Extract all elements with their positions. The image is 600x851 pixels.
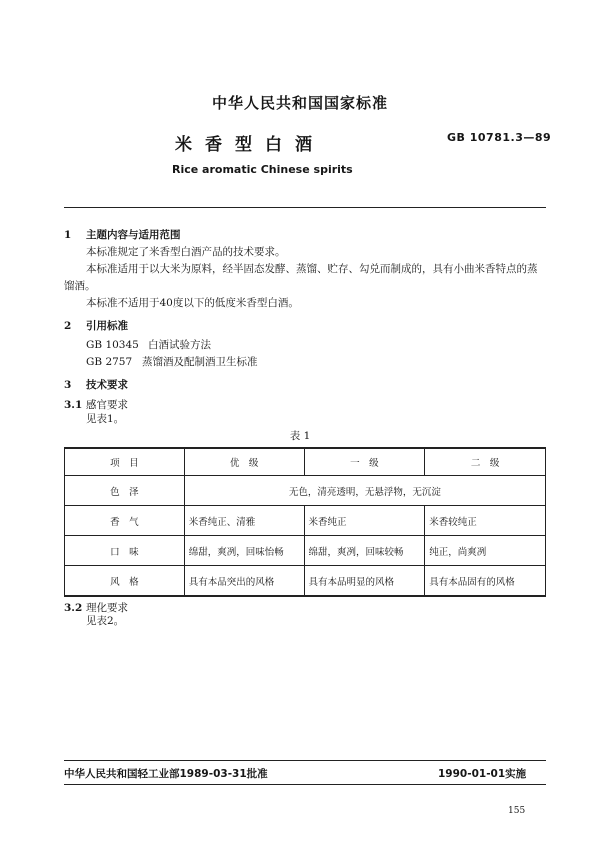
standard-code: GB 10781.3—89: [447, 131, 552, 144]
section-3-heading: [64, 377, 128, 392]
section-1-heading: [64, 227, 181, 242]
sensory-requirements-table: [64, 447, 546, 597]
table-caption: 表 1: [289, 430, 311, 442]
item-cell: 色 泽: [65, 476, 185, 506]
item-cell: 口 味: [65, 536, 185, 566]
section-title: 技术要求: [86, 379, 128, 391]
value-cell: 绵甜，爽冽，回味较畅: [304, 536, 425, 566]
document-title: 米香型白酒: [175, 135, 325, 155]
footer-bottom-rule: [64, 784, 546, 785]
section-title: 引用标准: [86, 320, 128, 332]
header-cell: 项 目: [65, 448, 185, 476]
section-title: 主题内容与适用范围: [86, 229, 181, 241]
header-divider: [64, 207, 546, 208]
value-cell: 米香纯正、清雅: [184, 506, 304, 536]
approval-note: 中华人民共和国轻工业部1989-03-31批准: [64, 768, 268, 780]
value-cell: 具有本品固有的风格: [425, 566, 546, 597]
header-cell: 一 级: [304, 448, 425, 476]
item-cell: 风 格: [65, 566, 185, 597]
table-row: [65, 566, 546, 597]
value-cell: 米香纯正: [304, 506, 425, 536]
subsection-number: 3.2: [64, 602, 83, 614]
section-number: 2: [64, 320, 72, 332]
subsection-number: 3.1: [64, 399, 83, 411]
value-cell: 纯正，尚爽冽: [425, 536, 546, 566]
subsection-3-2-text: 见表2。: [86, 615, 125, 627]
merged-cell: 无色，清亮透明，无悬浮物，无沉淀: [184, 476, 545, 506]
value-cell: 具有本品明显的风格: [304, 566, 425, 597]
item-cell: 香 气: [65, 506, 185, 536]
section-number: 3: [64, 379, 72, 391]
value-cell: 具有本品突出的风格: [184, 566, 304, 597]
effective-date: 1990-01-01实施: [438, 768, 527, 780]
section-number: 1: [64, 229, 72, 241]
value-cell: 米香较纯正: [425, 506, 546, 536]
table-row: [65, 536, 546, 566]
page-number: 155: [508, 806, 526, 816]
table-row: [65, 476, 546, 506]
table-row: [65, 506, 546, 536]
national-standard-heading: 中华人民共和国国家标准: [211, 94, 388, 112]
reference-code: GB 2757: [86, 356, 133, 368]
reference-name: 蒸馏酒及配制酒卫生标准: [142, 356, 258, 368]
subsection-3-1-heading: [64, 397, 128, 412]
footer-divider: [64, 760, 546, 761]
reference-item: [86, 354, 258, 371]
header-cell: 优 级: [184, 448, 304, 476]
subsection-title: 感官要求: [86, 399, 128, 411]
section-1-para-1: 本标准规定了米香型白酒产品的技术要求。: [86, 246, 286, 258]
section-1-para-3: 本标准不适用于40度以下的低度米香型白酒。: [86, 297, 299, 309]
reference-code: GB 10345: [86, 339, 139, 351]
section-2-heading: [64, 318, 128, 333]
reference-name: 白酒试验方法: [148, 339, 211, 351]
header-cell: 二 级: [425, 448, 546, 476]
table-header-row: [65, 448, 546, 476]
value-cell: 绵甜，爽冽，回味怡畅: [184, 536, 304, 566]
english-title: Rice aromatic Chinese spirits: [172, 163, 353, 176]
section-1-para-2: 本标准适用于以大米为原料，经半固态发酵、蒸馏、贮存、勾兑而制成的，具有小曲米香特点的蒸馏酒。: [64, 263, 538, 292]
subsection-title: 理化要求: [86, 602, 128, 614]
reference-item: [86, 337, 211, 354]
subsection-3-1-text: 见表1。: [86, 413, 125, 425]
